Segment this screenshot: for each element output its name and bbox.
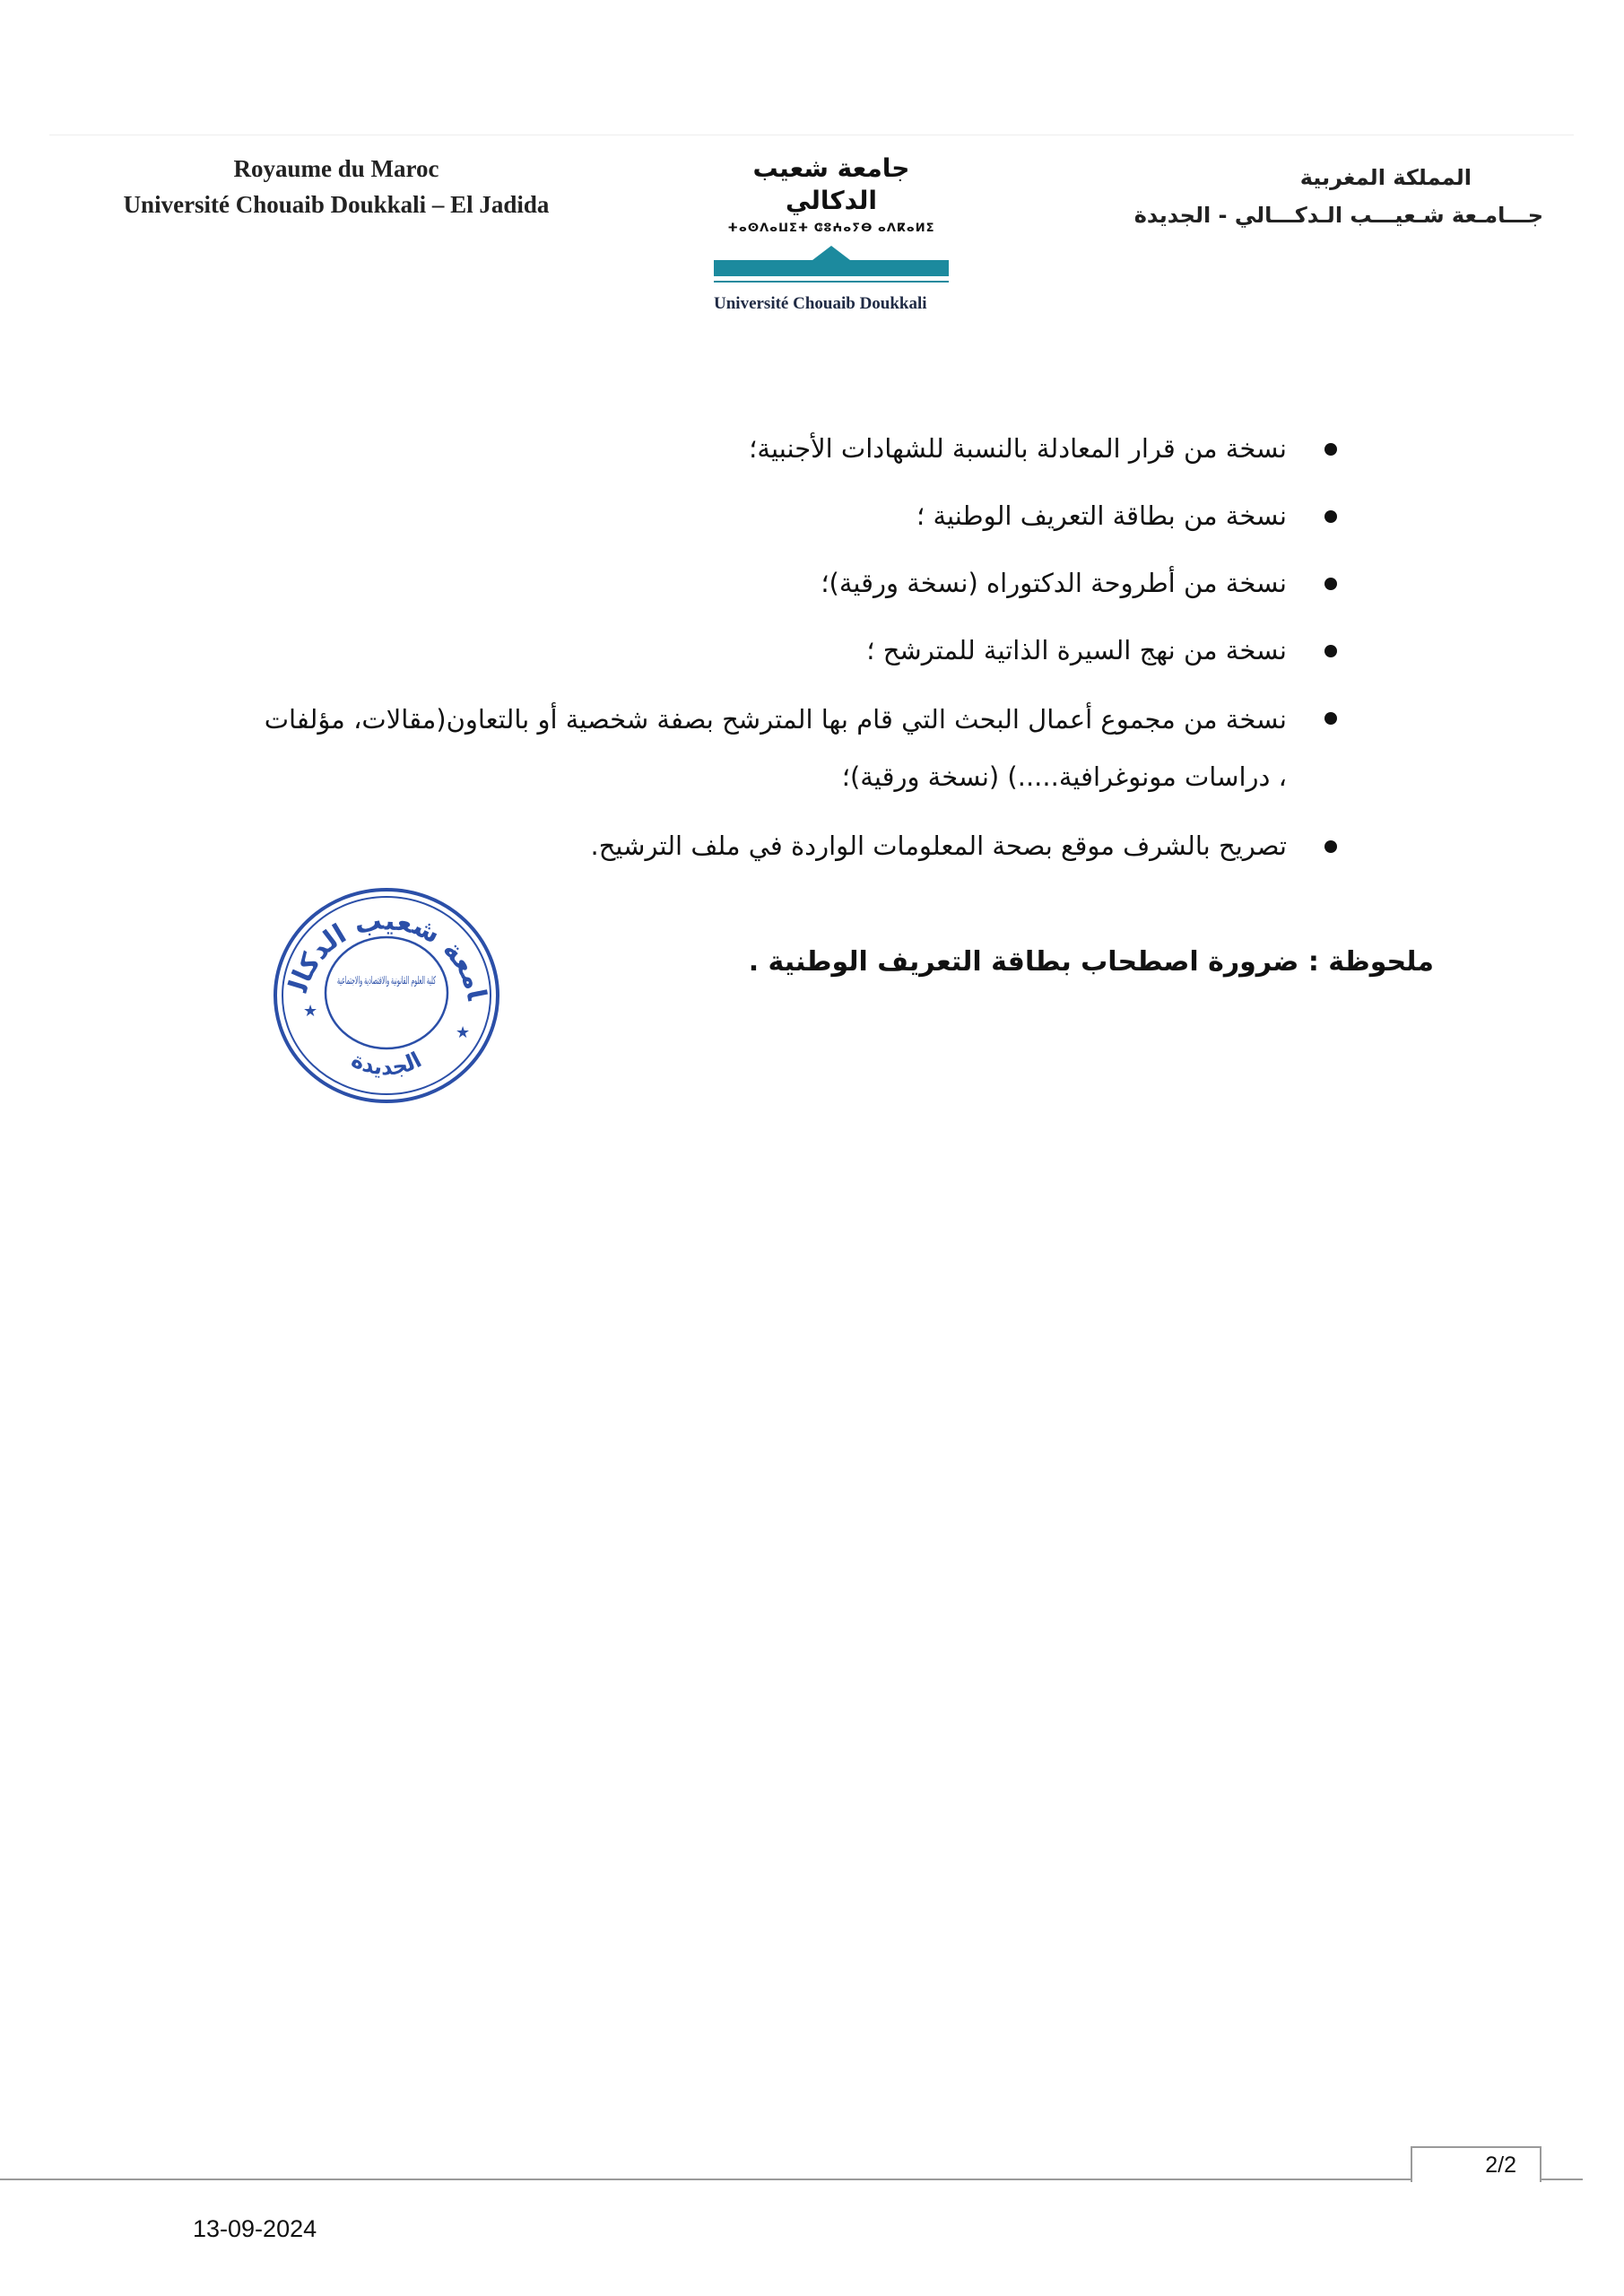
page-number: 2/2 (1485, 2152, 1516, 2178)
header-french-line1: Royaume du Maroc (233, 155, 439, 182)
star-icon: ★ (456, 1023, 471, 1042)
list-item-text: نسخة من بطاقة التعريف الوطنية ؛ (916, 500, 1287, 531)
header-french-line2: Université Chouaib Doukkali – El Jadida (123, 191, 550, 218)
svg-text:الجديدة (348, 1047, 426, 1080)
star-icon: ★ (303, 1002, 318, 1021)
bullet-icon (1324, 645, 1337, 657)
header-arabic (1095, 160, 1543, 235)
list-item-text: نسخة من مجموع أعمال البحث التي قام بها المترشح بصفة شخصية أو بالتعاون(مقالات، مؤلفات ، دراسات مونوغرافية.....) (نسخة ورقية)؛ (264, 704, 1287, 792)
header-arabic-line1: المملكة المغربية (1299, 165, 1472, 190)
official-stamp (269, 883, 504, 1108)
logo-tifinagh-name: ⵜⴰⵙⴷⴰⵡⵉⵜ ⵛⵓⵄⴰⵢⴱ ⴰⴷⴽⴰⵍⵉ (727, 222, 935, 235)
list-item-text: نسخة من نهج السيرة الذاتية للمترشح ؛ (866, 635, 1287, 665)
logo-emblem-icon (714, 246, 949, 294)
list-item (261, 556, 1337, 610)
stamp-inner-text: علوم القانونية والاقتصادية والاجتماعية (337, 974, 502, 987)
note: ملحوظة : ضرورة اصطحاب بطاقة التعريف الوطنية . (748, 946, 1434, 978)
list-item (261, 819, 1337, 873)
stamp-outer-text: امعة شعيب الدكال (282, 904, 492, 1003)
list-item (261, 623, 1337, 677)
list-item-text: تصريح بالشرف موقع بصحة المعلومات الواردة في ملف الترشيح. (590, 831, 1287, 861)
header-arabic-line2: جـــامـعة شـعيـــب الـدكـــالي - الجديدة (1133, 203, 1543, 228)
list-item-text: نسخة من أطروحة الدكتوراه (نسخة ورقية)؛ (821, 568, 1287, 598)
document-date: 13-09-2024 (193, 2215, 317, 2242)
logo-french-name: Université Chouaib Doukkali (714, 294, 927, 313)
list-item-text: نسخة من قرار المعادلة بالنسبة للشهادات الأجنبية؛ (749, 433, 1287, 464)
bullet-icon (1324, 840, 1337, 853)
logo-arabic-name: جامعة شعيب الدكالي (752, 153, 910, 215)
university-logo (710, 152, 952, 314)
list-item (261, 691, 1337, 805)
required-documents-list (261, 422, 1337, 886)
bullet-icon (1324, 510, 1337, 523)
bullet-icon (1324, 443, 1337, 456)
header-french (85, 151, 587, 222)
footer-rule (0, 2179, 1583, 2180)
list-item (261, 422, 1337, 475)
bullet-icon (1324, 712, 1337, 725)
bullet-icon (1324, 578, 1337, 590)
stamp-bottom-text: الجديدة (347, 1047, 426, 1081)
list-item (261, 489, 1337, 543)
